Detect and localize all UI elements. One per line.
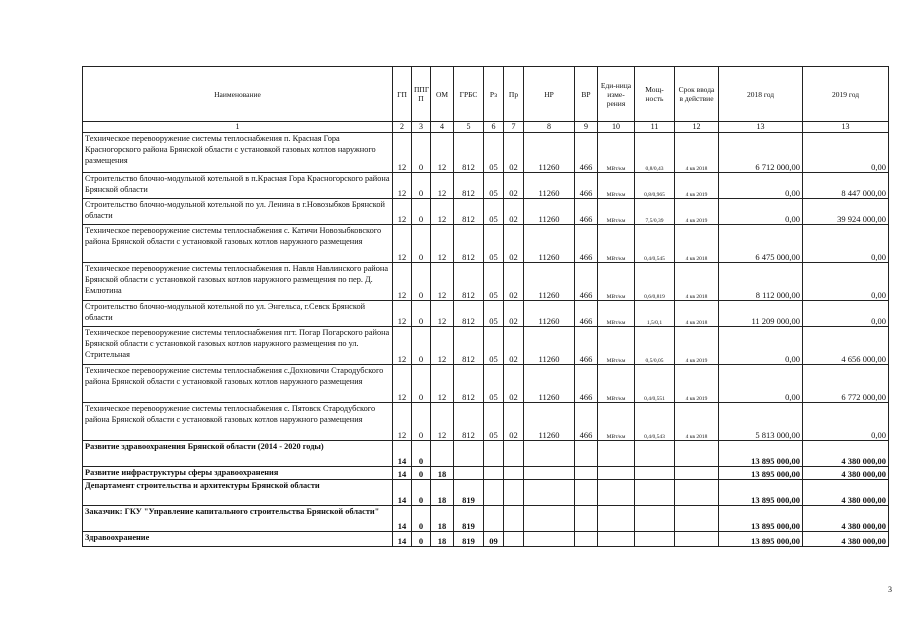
cell-term: 4 кв 2018	[675, 225, 719, 263]
cell-y2018: 5 813 000,00	[719, 403, 803, 441]
summary-row	[83, 506, 889, 532]
summary-cell-name: Здравоохранение	[83, 532, 393, 547]
cell-vr: 466	[575, 225, 598, 263]
summary-cell-y2019: 4 380 000,00	[803, 441, 889, 467]
cell-rz: 05	[484, 403, 504, 441]
cell-np: 11260	[524, 327, 575, 365]
cell-gp: 12	[393, 199, 412, 225]
summary-cell-empty	[524, 441, 575, 467]
cell-pr: 02	[504, 225, 524, 263]
summary-cell-rz	[484, 480, 504, 506]
cell-gp: 12	[393, 173, 412, 199]
summary-cell-rz: 09	[484, 532, 504, 547]
cell-y2019: 4 656 000,00	[803, 327, 889, 365]
summary-cell-y2018: 13 895 000,00	[719, 441, 803, 467]
cell-power: 0,4/0,543	[635, 403, 675, 441]
header-term: Срок ввода в действие	[675, 67, 719, 122]
cell-y2019: 39 924 000,00	[803, 199, 889, 225]
summary-row	[83, 441, 889, 467]
summary-cell-empty	[504, 441, 524, 467]
cell-gp: 12	[393, 327, 412, 365]
summary-cell-empty	[575, 506, 598, 532]
header-gp: ГП	[393, 67, 412, 122]
cell-term: 4 кв 2018	[675, 263, 719, 301]
cell-np: 11260	[524, 133, 575, 173]
cell-om: 12	[431, 365, 454, 403]
summary-cell-om: 18	[431, 506, 454, 532]
summary-cell-grbs: 819	[454, 506, 484, 532]
column-number-cell: 13	[803, 122, 889, 133]
page-number: 3	[888, 585, 892, 594]
header-pr: Пр	[504, 67, 524, 122]
cell-unit: МВт/км	[598, 301, 635, 327]
cell-y2019: 0,00	[803, 225, 889, 263]
cell-unit: МВт/км	[598, 403, 635, 441]
summary-cell-gp: 14	[393, 506, 412, 532]
table-row	[83, 199, 889, 225]
cell-vr: 466	[575, 199, 598, 225]
summary-cell-name: Развитие здравоохранения Брянской области (2014 - 2020 годы)	[83, 441, 393, 467]
cell-name: Техническое перевооружение системы теплоснабжения пгт. Погар Погарского района Брянской области с установкой газовых котлов наружного размещения по ул. Стрительная	[83, 327, 393, 365]
summary-cell-y2019: 4 380 000,00	[803, 480, 889, 506]
header-row	[83, 67, 889, 122]
summary-cell-gp: 14	[393, 441, 412, 467]
cell-rz: 05	[484, 327, 504, 365]
summary-cell-empty	[598, 467, 635, 480]
summary-cell-grbs	[454, 441, 484, 467]
summary-cell-ppg: 0	[412, 441, 431, 467]
cell-unit: МВт/км	[598, 365, 635, 403]
cell-term: 4 кв 2018	[675, 403, 719, 441]
column-number-row	[83, 122, 889, 133]
cell-power: 0,4/0,545	[635, 225, 675, 263]
cell-name: Техническое перевооружение системы теплоснабжения с. Пятовск Стародубского района Брянской области с установкой газовых котлов наружного размещения	[83, 403, 393, 441]
summary-cell-empty	[524, 467, 575, 480]
summary-cell-empty	[504, 532, 524, 547]
summary-cell-y2018: 13 895 000,00	[719, 467, 803, 480]
summary-cell-y2019: 4 380 000,00	[803, 467, 889, 480]
cell-om: 12	[431, 133, 454, 173]
table-row	[83, 225, 889, 263]
column-number-cell: 11	[635, 122, 675, 133]
summary-cell-rz	[484, 467, 504, 480]
cell-gp: 12	[393, 365, 412, 403]
cell-grbs: 812	[454, 365, 484, 403]
cell-grbs: 812	[454, 225, 484, 263]
cell-grbs: 812	[454, 133, 484, 173]
column-number-cell: 10	[598, 122, 635, 133]
header-unit: Еди-ница изме-рения	[598, 67, 635, 122]
cell-y2018: 0,00	[719, 365, 803, 403]
summary-cell-om: 18	[431, 532, 454, 547]
table-row	[83, 263, 889, 301]
cell-name: Техническое перевооружение системы теплоснабжения п. Навля Навлинского района Брянской области с установкой газовых котлов наружного размещения по пер. Д. Емлютина	[83, 263, 393, 301]
table-row	[83, 301, 889, 327]
cell-y2019: 0,00	[803, 263, 889, 301]
summary-cell-empty	[524, 532, 575, 547]
summary-cell-empty	[575, 532, 598, 547]
header-rz: Рз	[484, 67, 504, 122]
summary-cell-gp: 14	[393, 532, 412, 547]
cell-pr: 02	[504, 301, 524, 327]
cell-np: 11260	[524, 225, 575, 263]
cell-power: 0,6/0,819	[635, 263, 675, 301]
table-row	[83, 133, 889, 173]
cell-pr: 02	[504, 133, 524, 173]
cell-y2018: 0,00	[719, 199, 803, 225]
column-number-cell: 8	[524, 122, 575, 133]
cell-om: 12	[431, 225, 454, 263]
summary-cell-empty	[575, 441, 598, 467]
summary-cell-empty	[598, 532, 635, 547]
cell-vr: 466	[575, 403, 598, 441]
summary-cell-empty	[635, 441, 675, 467]
cell-grbs: 812	[454, 327, 484, 365]
cell-gp: 12	[393, 225, 412, 263]
summary-cell-y2019: 4 380 000,00	[803, 506, 889, 532]
summary-cell-grbs: 819	[454, 532, 484, 547]
cell-pr: 02	[504, 365, 524, 403]
cell-rz: 05	[484, 225, 504, 263]
cell-om: 12	[431, 403, 454, 441]
header-2019: 2019 год	[803, 67, 889, 122]
cell-rz: 05	[484, 301, 504, 327]
cell-ppg: 0	[412, 173, 431, 199]
cell-y2019: 0,00	[803, 301, 889, 327]
table-row	[83, 173, 889, 199]
cell-power: 0,4/0,551	[635, 365, 675, 403]
cell-rz: 05	[484, 365, 504, 403]
cell-unit: МВт/км	[598, 173, 635, 199]
cell-pr: 02	[504, 403, 524, 441]
cell-name: Техническое перевооружение системы теплоснабжения п. Красная Гора Красногорского района Брянской области с установкой газовых котлов наружного размещения	[83, 133, 393, 173]
cell-unit: МВт/км	[598, 327, 635, 365]
cell-ppg: 0	[412, 263, 431, 301]
cell-name: Строительство блочно-модульной котельной по ул. Ленина в г.Новозыбков Брянской области	[83, 199, 393, 225]
summary-cell-rz	[484, 506, 504, 532]
cell-power: 0,5/0,05	[635, 327, 675, 365]
cell-unit: МВт/км	[598, 225, 635, 263]
cell-np: 11260	[524, 301, 575, 327]
column-number-cell: 6	[484, 122, 504, 133]
table-row	[83, 327, 889, 365]
summary-cell-ppg: 0	[412, 467, 431, 480]
cell-term: 4 кв 2018	[675, 133, 719, 173]
summary-cell-ppg: 0	[412, 480, 431, 506]
cell-unit: МВт/км	[598, 133, 635, 173]
summary-cell-gp: 14	[393, 480, 412, 506]
summary-cell-empty	[598, 506, 635, 532]
summary-cell-y2019: 4 380 000,00	[803, 532, 889, 547]
cell-vr: 466	[575, 263, 598, 301]
cell-name: Строительство блочно-модульной котельной по ул. Энгельса, г.Севск Брянской области	[83, 301, 393, 327]
cell-term: 4 кв 2019	[675, 173, 719, 199]
cell-gp: 12	[393, 133, 412, 173]
cell-power: 0,8/0,43	[635, 133, 675, 173]
summary-row	[83, 480, 889, 506]
cell-term: 4 кв 2018	[675, 301, 719, 327]
cell-y2019: 0,00	[803, 403, 889, 441]
cell-np: 11260	[524, 263, 575, 301]
table-row	[83, 403, 889, 441]
cell-rz: 05	[484, 263, 504, 301]
cell-power: 0,8/0,965	[635, 173, 675, 199]
summary-cell-empty	[598, 441, 635, 467]
summary-cell-ppg: 0	[412, 532, 431, 547]
summary-cell-empty	[504, 467, 524, 480]
summary-cell-y2018: 13 895 000,00	[719, 506, 803, 532]
cell-rz: 05	[484, 199, 504, 225]
summary-cell-name: Развитие инфраструктуры сферы здравоохранения	[83, 467, 393, 480]
summary-cell-empty	[675, 441, 719, 467]
cell-name: Техническое перевооружение системы теплоснабжения с. Катичи Новозыбковского района Брянской области с установкой газовых котлов наружного размещения	[83, 225, 393, 263]
cell-om: 12	[431, 263, 454, 301]
summary-cell-rz	[484, 441, 504, 467]
cell-np: 11260	[524, 365, 575, 403]
summary-cell-name: Заказчик: ГКУ "Управление капитального строительства Брянской области"	[83, 506, 393, 532]
cell-pr: 02	[504, 173, 524, 199]
cell-vr: 466	[575, 173, 598, 199]
cell-power: 7,5/0,39	[635, 199, 675, 225]
cell-np: 11260	[524, 403, 575, 441]
column-number-cell: 4	[431, 122, 454, 133]
cell-name: Техническое перевооружение системы теплоснабжения с.Дохновичи Стародубского района Брянской области с установкой газовых котлов наружного размещения	[83, 365, 393, 403]
cell-term: 4 кв 2019	[675, 199, 719, 225]
summary-cell-name: Департамент строительства и архитектуры Брянской области	[83, 480, 393, 506]
cell-vr: 466	[575, 327, 598, 365]
cell-rz: 05	[484, 173, 504, 199]
summary-cell-empty	[635, 480, 675, 506]
summary-cell-y2018: 13 895 000,00	[719, 532, 803, 547]
cell-grbs: 812	[454, 301, 484, 327]
summary-cell-empty	[635, 467, 675, 480]
cell-y2018: 6 712 000,00	[719, 133, 803, 173]
cell-y2018: 8 112 000,00	[719, 263, 803, 301]
header-ppg: ППГ П	[412, 67, 431, 122]
column-number-cell: 9	[575, 122, 598, 133]
cell-grbs: 812	[454, 403, 484, 441]
summary-cell-empty	[598, 480, 635, 506]
summary-cell-empty	[524, 480, 575, 506]
summary-cell-ppg: 0	[412, 506, 431, 532]
cell-gp: 12	[393, 301, 412, 327]
cell-unit: МВт/км	[598, 199, 635, 225]
cell-grbs: 812	[454, 173, 484, 199]
cell-term: 4 кв 2019	[675, 327, 719, 365]
summary-cell-gp: 14	[393, 467, 412, 480]
cell-name: Строительство блочно-модульной котельной в п.Красная Гора Красногорского района Брянской области	[83, 173, 393, 199]
header-om: ОМ	[431, 67, 454, 122]
cell-y2019: 6 772 000,00	[803, 365, 889, 403]
header-2018: 2018 год	[719, 67, 803, 122]
cell-om: 12	[431, 199, 454, 225]
cell-vr: 466	[575, 133, 598, 173]
cell-pr: 02	[504, 327, 524, 365]
header-power: Мощ-ность	[635, 67, 675, 122]
column-number-cell: 1	[83, 122, 393, 133]
summary-cell-empty	[575, 480, 598, 506]
cell-term: 4 кв 2019	[675, 365, 719, 403]
cell-power: 1,5/0,1	[635, 301, 675, 327]
cell-vr: 466	[575, 301, 598, 327]
cell-ppg: 0	[412, 133, 431, 173]
cell-y2018: 11 209 000,00	[719, 301, 803, 327]
summary-cell-empty	[675, 532, 719, 547]
header-name: Наименование	[83, 67, 393, 122]
cell-om: 12	[431, 327, 454, 365]
summary-cell-grbs: 819	[454, 480, 484, 506]
summary-row	[83, 532, 889, 547]
cell-ppg: 0	[412, 301, 431, 327]
cell-om: 12	[431, 173, 454, 199]
column-number-cell: 13	[719, 122, 803, 133]
summary-cell-empty	[504, 506, 524, 532]
cell-ppg: 0	[412, 365, 431, 403]
summary-cell-empty	[635, 532, 675, 547]
cell-ppg: 0	[412, 403, 431, 441]
cell-pr: 02	[504, 263, 524, 301]
column-number-cell: 5	[454, 122, 484, 133]
summary-row	[83, 467, 889, 480]
summary-cell-om	[431, 441, 454, 467]
summary-cell-om: 18	[431, 480, 454, 506]
header-grbs: ГРБС	[454, 67, 484, 122]
summary-cell-empty	[675, 480, 719, 506]
column-number-cell: 2	[393, 122, 412, 133]
header-vr: ВР	[575, 67, 598, 122]
cell-y2018: 6 475 000,00	[719, 225, 803, 263]
column-number-cell: 12	[675, 122, 719, 133]
cell-pr: 02	[504, 199, 524, 225]
cell-grbs: 812	[454, 263, 484, 301]
cell-y2019: 0,00	[803, 133, 889, 173]
summary-cell-empty	[635, 506, 675, 532]
cell-om: 12	[431, 301, 454, 327]
column-number-cell: 3	[412, 122, 431, 133]
cell-y2018: 0,00	[719, 327, 803, 365]
cell-gp: 12	[393, 263, 412, 301]
summary-cell-empty	[575, 467, 598, 480]
summary-cell-y2018: 13 895 000,00	[719, 480, 803, 506]
cell-vr: 466	[575, 365, 598, 403]
cell-y2019: 8 447 000,00	[803, 173, 889, 199]
summary-cell-empty	[675, 506, 719, 532]
summary-cell-empty	[675, 467, 719, 480]
cell-np: 11260	[524, 199, 575, 225]
cell-ppg: 0	[412, 327, 431, 365]
column-number-cell: 7	[504, 122, 524, 133]
cell-rz: 05	[484, 133, 504, 173]
header-np: НР	[524, 67, 575, 122]
summary-cell-empty	[504, 480, 524, 506]
cell-gp: 12	[393, 403, 412, 441]
cell-grbs: 812	[454, 199, 484, 225]
summary-cell-empty	[524, 506, 575, 532]
budget-table	[82, 66, 889, 547]
cell-unit: МВт/км	[598, 263, 635, 301]
cell-ppg: 0	[412, 225, 431, 263]
cell-ppg: 0	[412, 199, 431, 225]
summary-cell-grbs	[454, 467, 484, 480]
summary-cell-om: 18	[431, 467, 454, 480]
cell-y2018: 0,00	[719, 173, 803, 199]
cell-np: 11260	[524, 173, 575, 199]
table-row	[83, 365, 889, 403]
